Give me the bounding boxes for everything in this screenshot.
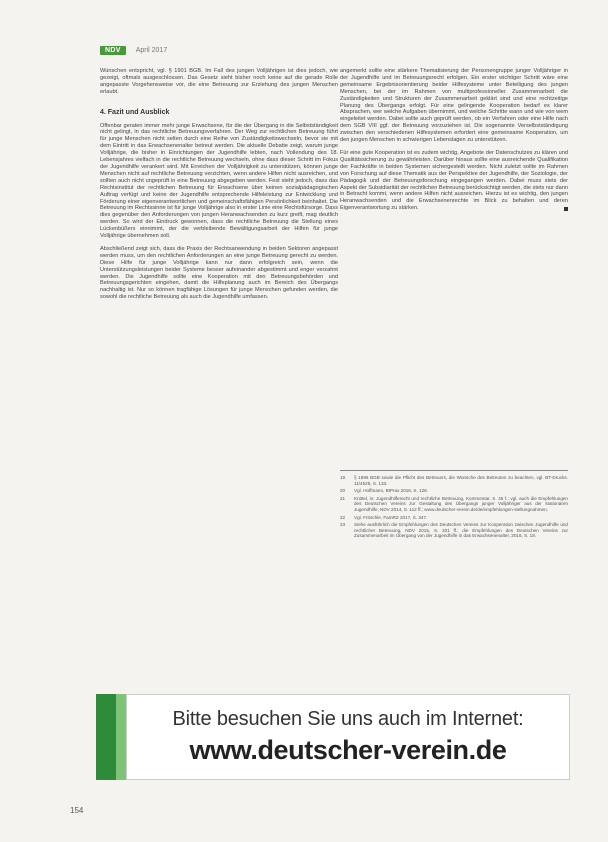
left-column xyxy=(100,68,338,307)
footnote-number: 23 xyxy=(340,522,346,528)
footnote-text: Siehe ausführlich die Empfehlungen des Deutschen Vereins zur Kooperation zwischen Jugendhilfe und rechtlicher Betreuung, NDV 2015, S. 201 ff.; die Empfehlungen des Deutschen Vereins zur Zusammenarbeit im Übergang von der Jugendhilfe in das Erwachsenenalter, 2016, S. 18. xyxy=(354,522,568,539)
banner-website-url[interactable]: www.deutscher-verein.de xyxy=(189,735,507,765)
page-header xyxy=(100,44,167,56)
footnote xyxy=(340,522,568,539)
section-heading: 4. Fazit und Ausblick xyxy=(100,108,170,116)
footnote-number: 20 xyxy=(340,488,346,494)
footnote-text: § 1896 BGB sowie die Pflicht des Betreuers, die Wünsche des Betreuten zu beachten, vgl. BT-Drucks. 11/4528, S. 133. xyxy=(354,475,568,486)
footnotes xyxy=(340,470,568,541)
footnote-text: Vgl. Fröschle, FamRZ 2017, S. 347. xyxy=(354,514,428,520)
issue-date: April 2017 xyxy=(135,46,168,54)
banner-content xyxy=(126,694,570,780)
footnote xyxy=(340,515,568,521)
banner-stripe-dark xyxy=(96,694,116,780)
footnote-number: 21 xyxy=(340,495,346,501)
left-paragraph-1: Offenbar geraten immer mehr junge Erwachsene, für die der Übergang in die Selbstständigkeit nicht gelingt, in das rechtliche Betreuungsverfahren. Der Weg zur rechtlichen Betreuung führt für junge Menschen nicht selten durch eine Reihe von Zuständigkeitswechseln, bevor sie mit dem Eintritt in das Erwachsenenalter betreut werden. Die aktuelle Debatte zeigt, warum junge Volljährige, die bisher in Einrichtungen der Jugendhilfe lebten, nach Vollendung des 18. Lebensjahres vielfach in die rechtliche Betreuung wechseln, ohne dass dieser Schritt im Fokus der Jugendhilfe verankert wird. Mit Erreichen der Volljährigkeit zu unterstützen, können junge Menschen nicht auf rechtliche Betreuung verzichten, wenn andere Hilfen nicht ausreichen, und sollten auch nicht ungeprüft in eine Betreuung abgegeben werden. Fest steht jedoch, dass das Rechtsinstitut der rechtlichen Betreuung für Erwachsene über keinen sozialpädagogischen Auftrag verfügt und keine der Jugendhilfe entsprechende Hilfeleistung zur Entwicklung und Förderung einer eigenverantwortlichen und gemeinschaftsfähigen Persönlichkeit beinhaltet. Die Betreuung im Rechtssinne ist für junge Volljährige also in erster Linie eine Rechtsfürsorge. Dass dies gegenüber den Anforderungen von jungen Heranwachsenden zu kurz greift, mag deutlich werden. So wird der Eindruck gewonnen, dass die rechtliche Betreuung die Stellung eines Lückenbüßers einnimmt, der die verbleibende Bewältigungsarbeit der Hilfen für junge Volljährige übernehmen soll. xyxy=(100,122,338,240)
right-paragraph-1: angemerkt sollte eine stärkere Thematisierung der Personengruppe junger Volljähriger in der Jugendhilfe und im Betreuungsrecht erfolgen. Ein erster wichtiger Schritt wäre eine gemeinsame Ergebnisorientierung beider Hilfesysteme unter Beteiligung des jungen Menschen, bei der im Rahmen von multiprofessioneller Zusammenarbeit die Zuständigkeiten und Strukturen der Zusammenarbeit geklärt sind und eine rechtzeitige Planung des Übergangs erfolgt. Für eine gelingende Kooperation bedarf es klarer Absprachen, wer welche Aufgaben übernimmt, und welche Schritte wann und wie von wem eingeleitet werden. Dabei sollte auch geprüft werden, ob ein Verfahren oder eine Hilfe nach dem SGB VIII ggf. der Betreuung vorzuziehen ist. Die sogenannte Verselbstständigung zwischen den verschiedenen Hilfesystemen erfordert eine gemeinsame Kooperation, um den jungen Menschen in schwierigen Lebenslagen zu unterstützen. xyxy=(340,68,568,144)
page-number: 154 xyxy=(70,806,84,815)
left-intro-paragraph: Wünschen entspricht, vgl. § 1901 BGB. Im Fall des jungen Volljährigen ist dies jedoch, wie gezeigt, oftmals ausgeschlossen. Das Gesetz sieht bisher noch keine auf die gerade Rolle angepasste Vorgehensweise vor, die eine Betreuung zur Erziehung des jungen Menschen erlaubt. xyxy=(100,68,338,95)
article-end-mark xyxy=(564,207,568,211)
footnote-number: 19 xyxy=(340,475,346,480)
right-paragraph-2 xyxy=(340,150,568,212)
footnote-text: Vgl. Hoffmann, BtPrax 2016, S. 128. xyxy=(354,488,428,494)
right-paragraph-2-text: Für eine gute Kooperation ist es zudem wichtig, Angebote der Datenschutzes zu klären und Qualitätssicherung zu gewährleisten. Darüber hinaus sollte eine ausreichende Qualifikation der Fachkräfte in beiden Systemen sichergestellt werden. Nicht zuletzt sollte im Rahmen von Forschung auf diese Thematik aus der Perspektive der Jugendhilfe, der Soziologie, der Pädagogik und der Betreuungsforschung eingegangen werden. Dabei muss stets der Aspekt der Subsidiarität der rechtlichen Betreuung berücksichtigt werden, die stets nur dann in Betracht kommt, wenn andere Hilfen nicht ausreichen. Hierzu ist es wichtig, den jungen Heranwachsenden und die Erwachsenenrechte im Blick zu behalten und deren Eigenverantwortung zu stärken. xyxy=(340,149,568,212)
footnote-text: Knittel, in: Jugendhilferecht und rechtliche Betreuung, Kommentar, S. 45 f.; vgl. auch die Empfehlungen des Deutschen Vereins zur Gestaltung des Übergangs junger Volljähriger aus der stationären Jugendhilfe, NDV 2014, S. 112 ff.; www.deutscher-verein.de/de/empfehlungen-stellungnahmen. xyxy=(354,495,568,512)
banner-invitation-text: Bitte besuchen Sie uns auch im Internet: xyxy=(172,708,524,730)
banner-stripe-light xyxy=(116,694,126,780)
footnote-number: 22 xyxy=(340,514,346,520)
footnote xyxy=(340,488,568,494)
journal-badge: NDV xyxy=(100,46,126,55)
left-paragraph-2: Abschließend zeigt sich, dass die Praxis der Rechtsanwendung in beiden Sektoren angepasst werden muss, um den rechtlichen Anforderungen an eine junge Betreuung gerecht zu werden. Diese Hilfe für junge Volljährige kann nur dann erfolgreich sein, wenn die Unterstützungsleistungen beider Systeme besser aufeinander abgestimmt und enger verzahnt werden. Die Jugendhilfe sollte eine Kooperation mit den Betreuungsbehörden und Betreuungsgerichten eingehen, damit die Hilfeplanung auch im Bereich des Übergangs nachhaltig ist. Nur so können tragfähige Lösungen für junge Menschen gefunden werden, die sowohl die rechtliche Betreuung als auch die Jugendhilfe umfassen. xyxy=(100,245,338,301)
right-column xyxy=(340,68,568,218)
website-ad-banner[interactable] xyxy=(96,694,570,780)
footnote xyxy=(340,496,568,513)
footnote xyxy=(340,475,568,486)
